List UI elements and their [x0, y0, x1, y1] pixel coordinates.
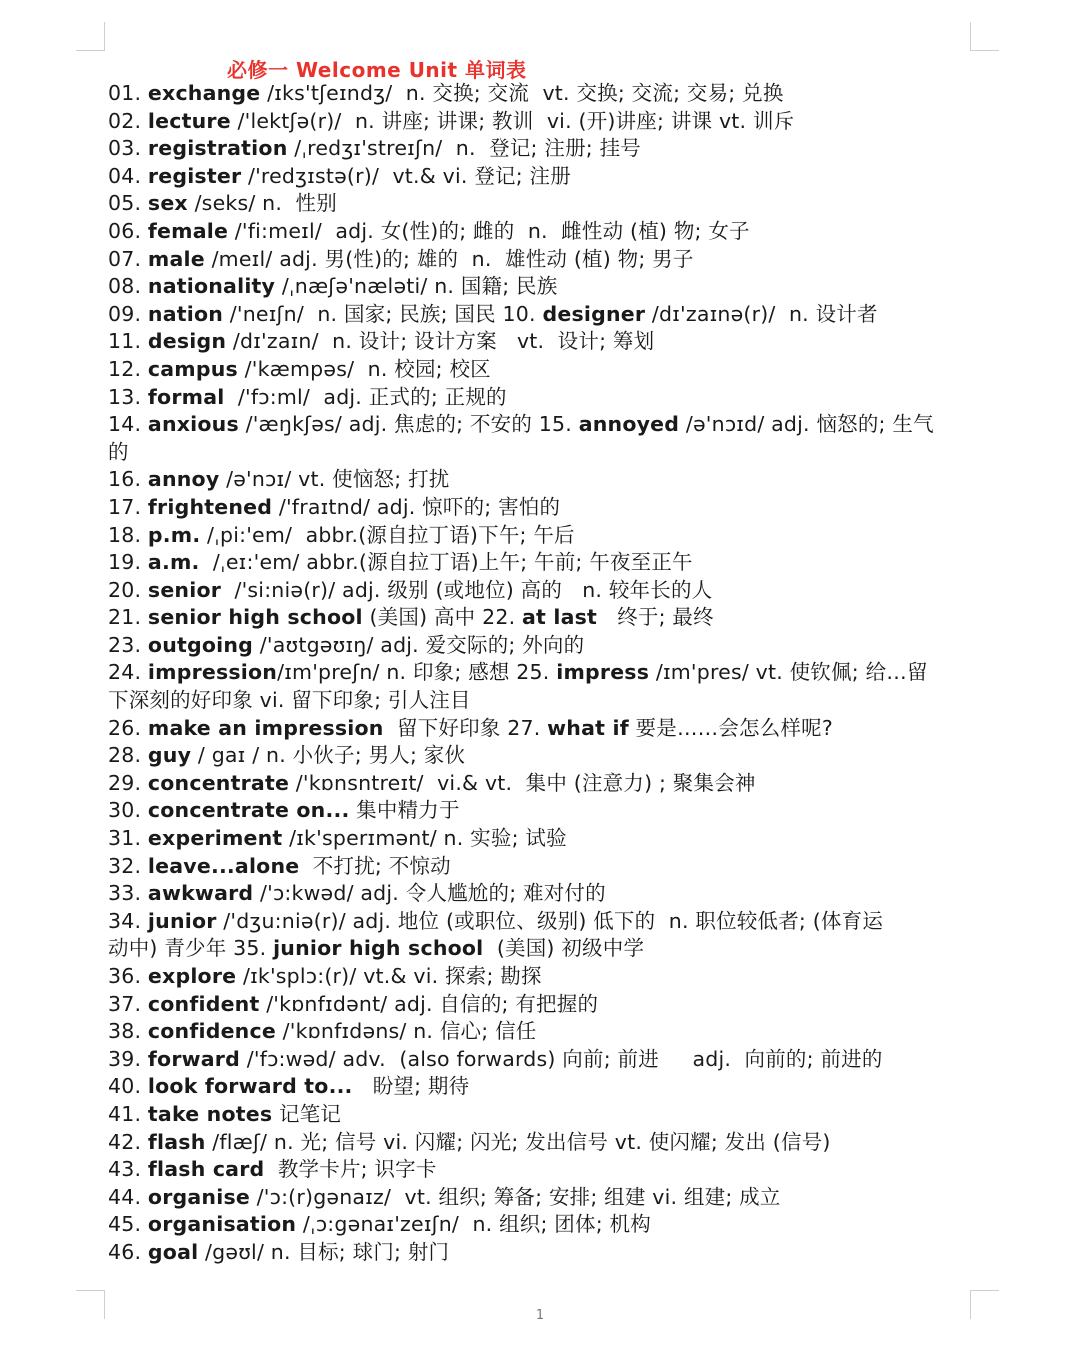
- vocab-line: [108, 1073, 978, 1101]
- definition-text: /seks/ n. 性别: [187, 191, 337, 216]
- headword: nation: [147, 301, 224, 326]
- vocab-line: [108, 1018, 978, 1046]
- headword: make an impression: [147, 715, 384, 740]
- definition-text: 37.: [108, 991, 148, 1016]
- vocab-line: [108, 411, 978, 439]
- document-title: 必修一 Welcome Unit 单词表: [227, 58, 527, 82]
- definition-text: 08.: [108, 274, 148, 299]
- definition-text: /'ɔ:kwəd/ adj. 令人尴尬的; 难对付的: [253, 881, 606, 906]
- headword: confident: [147, 991, 260, 1016]
- definition-text: 46.: [108, 1239, 148, 1264]
- definition-text: /gəʊl/ n. 目标; 球门; 射门: [198, 1239, 450, 1264]
- definition-text: /ˌɔ:gənaɪ'zeɪʃn/ n. 组织; 团体; 机构: [296, 1212, 651, 1237]
- vocab-line: [108, 218, 978, 246]
- definition-text: /ɪk'splɔ:(r)/ vt.& vi. 探索; 勘探: [236, 964, 542, 988]
- definition-text: 29.: [108, 770, 148, 795]
- vocab-line: [108, 356, 978, 384]
- definition-text: 17.: [108, 494, 148, 519]
- definition-text: /meɪl/ adj. 男(性)的; 雄的 n. 雄性动 (植) 物; 男子: [204, 246, 694, 271]
- definition-text: /'fɔ:wəd/ adv. (also forwards) 向前; 前进 adj. 向前的; 前进的: [240, 1046, 883, 1071]
- headword: exchange: [147, 81, 261, 105]
- definition-text: 30.: [108, 798, 148, 823]
- definition-text: /ɪks'tʃeɪndʒ/ n. 交换; 交流 vt. 交换; 交流; 交易; 兑换: [260, 81, 784, 105]
- definition-text: 盼望; 期待: [352, 1074, 470, 1099]
- definition-text: 42.: [108, 1129, 148, 1154]
- definition-text: /'fi:meɪl/ adj. 女(性)的; 雌的 n. 雌性动 (植) 物; 女子: [228, 218, 750, 243]
- headword: formal: [147, 384, 225, 409]
- definition-text: /'aʊtgəʊɪŋ/ adj. 爱交际的; 外向的: [253, 632, 585, 657]
- vocabulary-list: [108, 80, 978, 1267]
- vocab-line: [108, 908, 978, 936]
- definition-text: 07.: [108, 246, 148, 271]
- headword: guy: [147, 743, 192, 768]
- vocab-line: [108, 963, 978, 991]
- headword: design: [147, 329, 227, 354]
- headword: lecture: [147, 108, 231, 133]
- definition-text: 23.: [108, 632, 148, 657]
- headword: forward: [147, 1046, 240, 1071]
- definition-text: /ə'nɔɪ/ vt. 使恼怒; 打扰: [219, 467, 450, 492]
- definition-text: 21.: [108, 605, 148, 630]
- definition-text: 38.: [108, 1019, 148, 1044]
- vocab-line: [108, 549, 978, 577]
- page-corner-mark: [970, 22, 999, 51]
- headword: outgoing: [147, 632, 254, 657]
- vocab-line: [108, 1101, 978, 1129]
- definition-text: /'ɔ:(r)gənaɪz/ vt. 组织; 筹备; 安排; 组建 vi. 组建; 成立: [249, 1184, 781, 1209]
- headword: male: [147, 246, 205, 271]
- definition-text: 43.: [108, 1157, 148, 1182]
- vocab-line: [108, 797, 978, 825]
- headword: flash: [147, 1129, 206, 1154]
- vocab-line: [108, 770, 978, 798]
- definition-text: 13.: [108, 384, 148, 409]
- headword: look forward to...: [147, 1074, 353, 1099]
- definition-text: /dɪ'zaɪn/ n. 设计; 设计方案 vt. 设计; 筹划: [226, 329, 655, 354]
- definition-text: / gaɪ / n. 小伙子; 男人; 家伙: [191, 743, 466, 768]
- definition-text: 39.: [108, 1046, 148, 1071]
- headword: female: [147, 218, 229, 243]
- definition-text: /'neɪʃn/ n. 国家; 民族; 国民 10.: [223, 301, 543, 326]
- page-number: 1: [535, 1308, 545, 1323]
- definition-text: 09.: [108, 301, 148, 326]
- definition-text: /'kæmpəs/ n. 校园; 校区: [237, 356, 491, 381]
- headword: junior: [147, 908, 217, 933]
- definition-text: 45.: [108, 1212, 148, 1237]
- definition-text: 06.: [108, 218, 148, 243]
- vocab-line: [108, 742, 978, 770]
- vocab-line: [108, 522, 978, 550]
- definition-text: 31.: [108, 826, 148, 851]
- definition-text: 16.: [108, 467, 148, 492]
- headword: registration: [147, 136, 288, 161]
- vocab-line: [108, 328, 978, 356]
- definition-text: /'redʒɪstə(r)/ vt.& vi. 登记; 注册: [241, 163, 571, 188]
- definition-text: 19.: [108, 550, 148, 575]
- definition-text: 不打扰; 不惊动: [299, 853, 451, 878]
- headword: concentrate on...: [147, 798, 350, 823]
- headword: experiment: [147, 826, 283, 851]
- headword: sex: [147, 191, 188, 216]
- definition-text: 32.: [108, 853, 148, 878]
- vocab-line: [108, 494, 978, 522]
- vocab-line: [108, 163, 978, 191]
- definition-text: /flæʃ/ n. 光; 信号 vi. 闪耀; 闪光; 发出信号 vt. 使闪耀; 发出 (信号): [205, 1129, 831, 1154]
- headword: explore: [147, 964, 237, 988]
- headword: flash card: [147, 1157, 265, 1182]
- vocab-line: [108, 466, 978, 494]
- headword: organise: [147, 1184, 250, 1209]
- definition-text: (美国) 高中 22.: [362, 605, 523, 630]
- definition-text: /'kɒnfɪdəns/ n. 信心; 信任: [275, 1019, 537, 1044]
- definition-text: 33.: [108, 881, 148, 906]
- headword: awkward: [147, 881, 254, 906]
- headword: frightened: [147, 494, 273, 519]
- definition-text: /'fɔ:ml/ adj. 正式的; 正规的: [224, 384, 507, 409]
- definition-text: 28.: [108, 743, 148, 768]
- vocab-line: [108, 935, 978, 963]
- definition-text: /ə'nɔɪd/ adj. 恼怒的; 生气: [679, 412, 934, 437]
- definition-text: /ˌnæʃə'næləti/ n. 国籍; 民族: [275, 274, 558, 299]
- vocab-line: [108, 1211, 978, 1239]
- definition-text: /ɪk'sperɪmənt/ n. 实验; 试验: [282, 826, 567, 851]
- definition-text: 36.: [108, 964, 148, 988]
- vocab-line: [108, 301, 978, 329]
- definition-text: 记笔记: [272, 1101, 342, 1126]
- headword: at last: [522, 605, 598, 630]
- definition-text: /'dʒu:niə(r)/ adj. 地位 (或职位、级别) 低下的 n. 职位较低者; (体育运: [216, 908, 884, 933]
- vocab-line: [108, 632, 978, 660]
- vocab-line: [108, 190, 978, 218]
- headword: campus: [147, 356, 238, 381]
- vocab-line: [108, 1129, 978, 1157]
- headword: take notes: [147, 1101, 273, 1126]
- definition-text: /'si:niə(r)/ adj. 级别 (或地位) 高的 n. 较年长的人: [221, 577, 713, 602]
- vocab-line: [108, 1239, 978, 1267]
- vocab-line: [108, 604, 978, 632]
- vocab-line: [108, 880, 978, 908]
- vocab-line: [108, 991, 978, 1019]
- headword: senior: [147, 577, 222, 602]
- vocab-line: [108, 135, 978, 163]
- headword: concentrate: [147, 770, 290, 795]
- vocab-line: [108, 1184, 978, 1212]
- headword: annoyed: [578, 412, 680, 437]
- vocab-line: [108, 1156, 978, 1184]
- vocab-line: [108, 384, 978, 412]
- definition-text: /'lektʃə(r)/ n. 讲座; 讲课; 教训 vi. (开)讲座; 讲课 vt. 训斥: [230, 108, 795, 133]
- vocab-line: [108, 1046, 978, 1074]
- definition-text: 05.: [108, 191, 148, 216]
- headword: impression: [147, 660, 278, 685]
- headword: p.m.: [147, 522, 201, 547]
- definition-text: /ɪm'pres/ vt. 使钦佩; 给…留: [649, 660, 928, 685]
- definition-text: /ˌpi:'em/ abbr.(源自拉丁语)下午; 午后: [200, 522, 575, 547]
- definition-text: 40.: [108, 1074, 148, 1099]
- definition-text: 集中精力于: [349, 798, 460, 823]
- headword: designer: [542, 301, 646, 326]
- vocab-line: [108, 80, 978, 108]
- definition-text: 终于; 最终: [597, 605, 714, 630]
- headword: confidence: [147, 1019, 276, 1044]
- definition-text: /'kɒnsntreɪt/ vi.& vt. 集中 (注意力) ; 聚集会神: [289, 770, 756, 795]
- headword: annoy: [147, 467, 220, 492]
- headword: impress: [556, 660, 650, 685]
- headword: a.m.: [147, 550, 200, 575]
- headword: senior high school: [147, 605, 363, 630]
- definition-text: /ˌredʒɪ'streɪʃn/ n. 登记; 注册; 挂号: [287, 136, 641, 161]
- definition-text: 44.: [108, 1184, 148, 1209]
- vocab-line: [108, 246, 978, 274]
- definition-text: 04.: [108, 163, 148, 188]
- definition-text: 03.: [108, 136, 148, 161]
- definition-text: /'fraɪtnd/ adj. 惊吓的; 害怕的: [272, 494, 561, 519]
- vocab-line: [108, 687, 978, 715]
- definition-text: 34.: [108, 908, 148, 933]
- vocab-line: [108, 715, 978, 743]
- definition-text: /ˌeɪ:'em/ abbr.(源自拉丁语)上午; 午前; 午夜至正午: [199, 550, 693, 575]
- definition-text: 12.: [108, 356, 148, 381]
- page-corner-mark: [76, 22, 105, 51]
- vocab-line: [108, 659, 978, 687]
- definition-text: 26.: [108, 715, 148, 740]
- vocab-line: [108, 825, 978, 853]
- headword: anxious: [147, 412, 239, 437]
- headword: register: [147, 163, 242, 188]
- definition-text: 01.: [108, 81, 148, 105]
- headword: organisation: [147, 1212, 297, 1237]
- headword: junior high school: [273, 936, 484, 961]
- definition-text: 18.: [108, 522, 148, 547]
- definition-text: 24.: [108, 660, 148, 685]
- vocab-line: [108, 439, 978, 467]
- vocab-line: [108, 577, 978, 605]
- headword: goal: [147, 1239, 199, 1264]
- headword: what if: [547, 715, 629, 740]
- vocab-line: [108, 273, 978, 301]
- headword: leave...alone: [147, 853, 300, 878]
- definition-text: 动中) 青少年 35.: [108, 936, 274, 961]
- definition-text: 11.: [108, 329, 148, 354]
- definition-text: /ɪm'preʃn/ n. 印象; 感想 25.: [277, 660, 557, 685]
- definition-text: 20.: [108, 577, 148, 602]
- definition-text: /dɪ'zaɪnə(r)/ n. 设计者: [645, 301, 878, 326]
- definition-text: 教学卡片; 识字卡: [264, 1157, 437, 1182]
- definition-text: 的: [108, 439, 129, 464]
- vocab-line: [108, 108, 978, 136]
- definition-text: 41.: [108, 1101, 148, 1126]
- definition-text: 留下好印象 27.: [383, 715, 548, 740]
- headword: nationality: [147, 274, 276, 299]
- definition-text: 要是……会怎么样呢?: [628, 715, 833, 740]
- definition-text: 02.: [108, 108, 148, 133]
- definition-text: /'kɒnfɪdənt/ adj. 自信的; 有把握的: [259, 991, 599, 1016]
- definition-text: (美国) 初级中学: [483, 936, 645, 961]
- definition-text: 下深刻的好印象 vi. 留下印象; 引人注目: [108, 688, 471, 713]
- vocab-line: [108, 853, 978, 881]
- definition-text: 14.: [108, 412, 148, 437]
- definition-text: /'æŋkʃəs/ adj. 焦虑的; 不安的 15.: [238, 412, 579, 437]
